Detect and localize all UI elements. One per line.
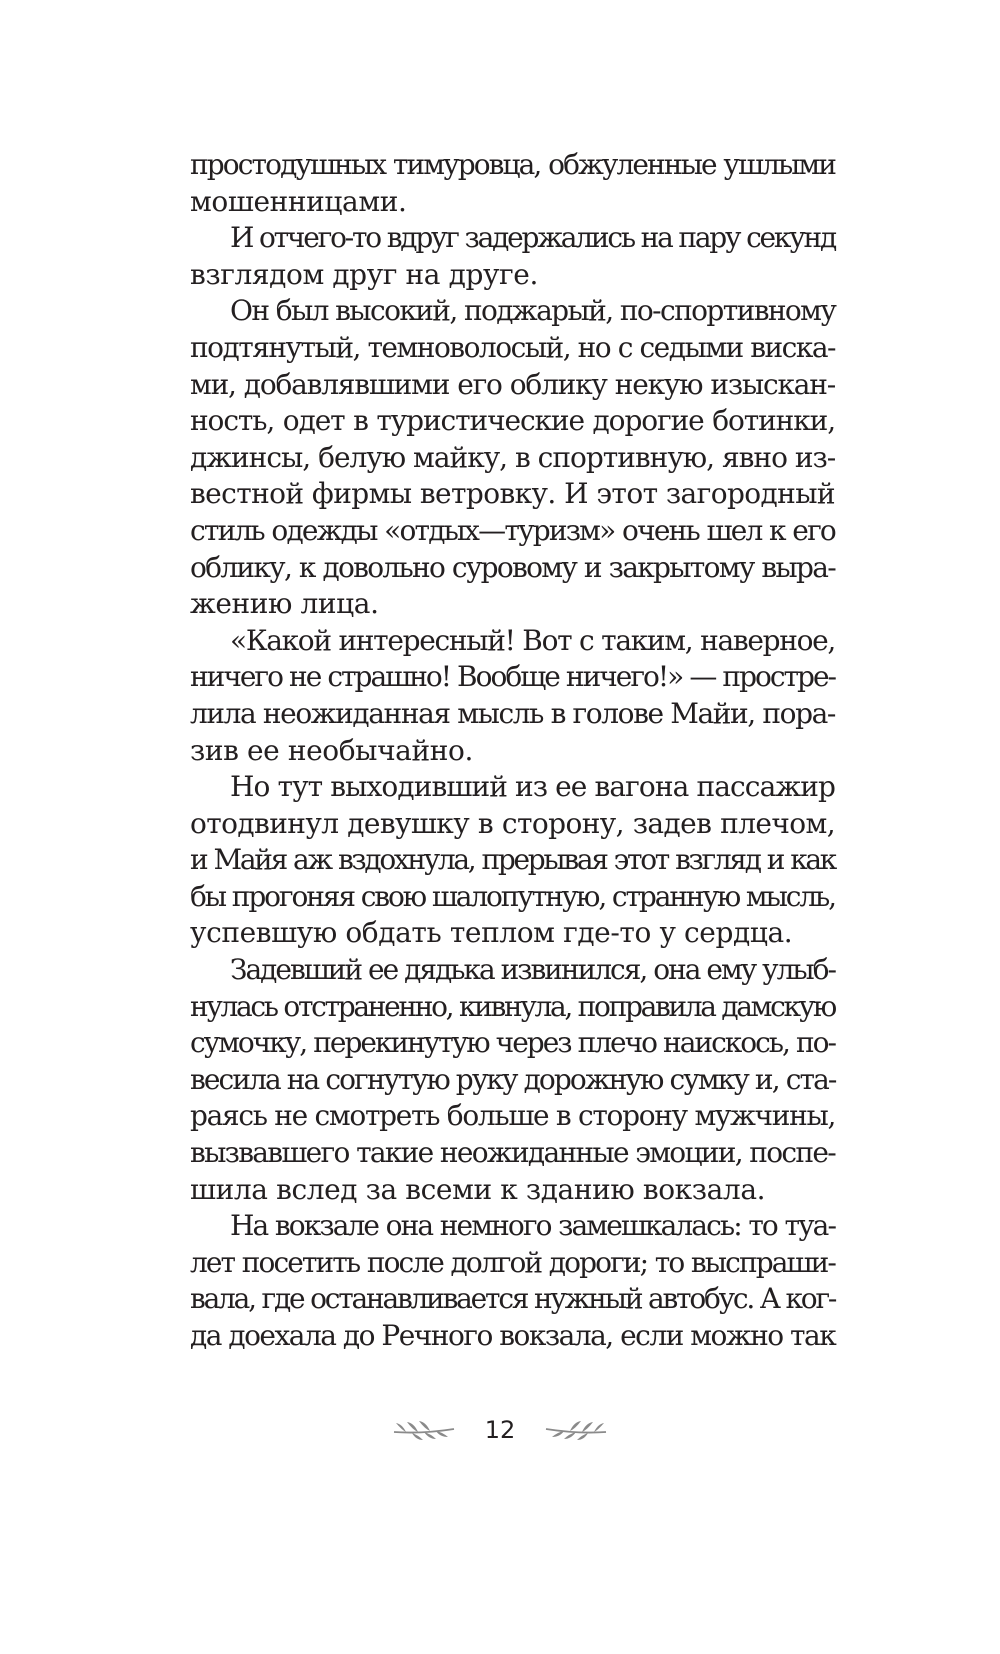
text-line: весила на согнутую руку дорожную сумку и, ста- bbox=[190, 1062, 836, 1096]
text-line: На вокзале она немного замешкалась: то туа- bbox=[230, 1209, 835, 1243]
text-line: зив ее необычайно. bbox=[190, 733, 473, 767]
text-line: взглядом друг на друге. bbox=[190, 257, 538, 291]
text-line: ничего не страшно! Вообще ничего!» — простре- bbox=[190, 660, 835, 694]
text-line: стиль одежды «отдых—туризм» очень шел к его bbox=[190, 513, 835, 547]
text-line: вызвавшего такие неожиданные эмоции, поспе- bbox=[190, 1136, 835, 1170]
laurel-branch-left-icon bbox=[392, 1418, 458, 1442]
text-line: и Майя аж вздохнула, прерывая этот взгляд и как bbox=[190, 843, 835, 877]
text-line: мошенницами. bbox=[190, 184, 407, 218]
text-line: Но тут выходивший из ее вагона пассажир bbox=[230, 770, 835, 804]
text-line: сумочку, перекинутую через плечо наискось, по- bbox=[190, 1026, 835, 1060]
page-number: 12 bbox=[484, 1416, 516, 1444]
text-line: вала, где останавливается нужный автобус. А ког- bbox=[190, 1282, 836, 1316]
text-line: раясь не смотреть больше в сторону мужчины, bbox=[190, 1099, 836, 1133]
text-line: И отчего-то вдруг задержались на пару секунд bbox=[230, 221, 835, 255]
text-line: облику, к довольно суровому и закрытому выра- bbox=[190, 550, 835, 584]
text-line: Задевший ее дядька извинился, она ему улыб- bbox=[230, 953, 835, 987]
text-line: вестной фирмы ветровку. И этот загородный bbox=[190, 477, 835, 511]
text-line: лила неожиданная мысль в голове Майи, пора- bbox=[190, 696, 835, 730]
text-line: успевшую обдать теплом где-то у сердца. bbox=[190, 916, 793, 950]
text-line: ность, одет в туристические дорогие ботинки, bbox=[190, 404, 835, 438]
text-line: простодушных тимуровца, обжуленные ушлыми bbox=[190, 148, 835, 181]
text-line: Он был высокий, поджарый, по-спортивному bbox=[230, 294, 836, 328]
text-line: ми, добавлявшими его облику некую изыскан- bbox=[190, 367, 835, 401]
text-line: джинсы, белую майку, в спортивную, явно из- bbox=[190, 440, 836, 474]
text-line: отодвинул девушку в сторону, задев плечом, bbox=[190, 806, 835, 840]
laurel-branch-right-icon bbox=[542, 1418, 608, 1442]
text-line: нулась отстраненно, кивнула, поправила дамскую bbox=[190, 989, 835, 1023]
body-text bbox=[190, 147, 835, 1355]
text-line: шила вслед за всеми к зданию вокзала. bbox=[190, 1172, 766, 1206]
text-line: да доехала до Речного вокзала, если можно так bbox=[190, 1319, 836, 1352]
text-line: бы прогоняя свою шалопутную, странную мысль, bbox=[190, 879, 835, 913]
text-line: лет посетить после долгой дороги; то выспраши- bbox=[190, 1245, 835, 1279]
text-line: «Какой интересный! Вот с таким, наверное, bbox=[230, 623, 835, 657]
page-folio bbox=[0, 1410, 1000, 1450]
text-line: подтянутый, темноволосый, но с седыми виска- bbox=[190, 330, 835, 364]
text-line: жению лица. bbox=[190, 587, 379, 621]
